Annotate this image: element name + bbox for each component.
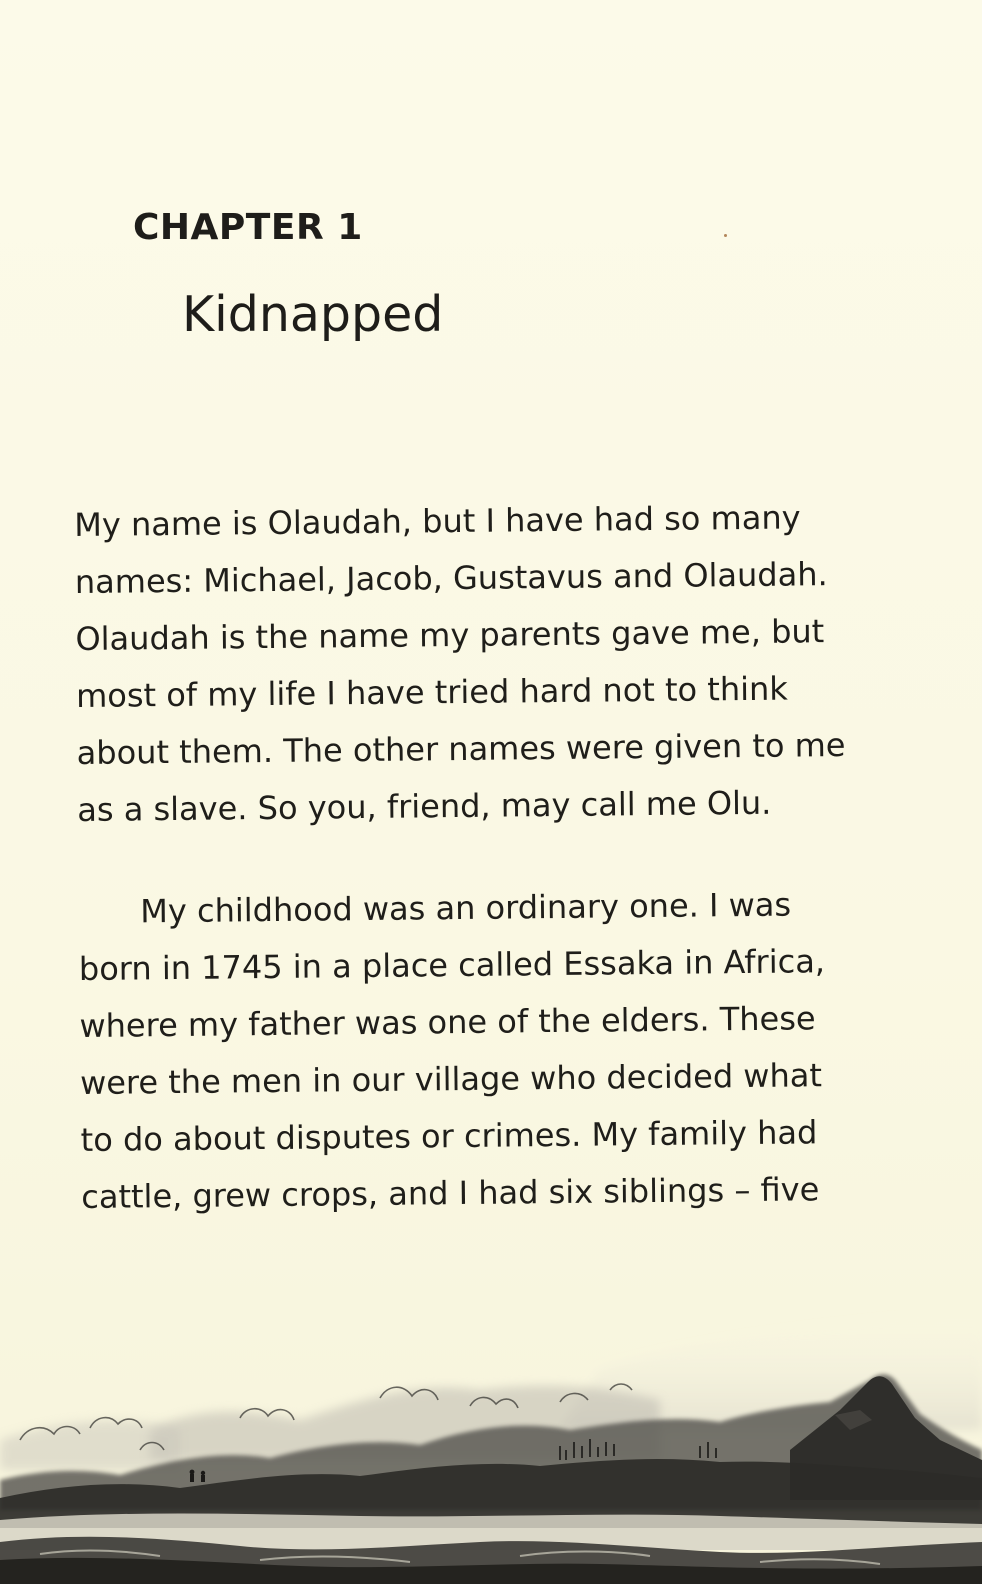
text-line: to do about disputes or crimes. My family had — [80, 1113, 818, 1159]
chapter-label: CHAPTER 1 — [133, 207, 363, 248]
text-line: My name is Olaudah, but I have had so many — [74, 498, 801, 544]
text-line: about them. The other names were given to me — [76, 725, 846, 772]
text-line: born in 1745 in a place called Essaka in Africa, — [78, 942, 826, 988]
text-line: most of my life I have tried hard not to think — [75, 669, 789, 715]
text-line: where my father was one of the elders. These — [79, 999, 816, 1045]
text-line: names: Michael, Jacob, Gustavus and Olaudah. — [74, 555, 828, 601]
paragraph-2 — [78, 875, 962, 1226]
text-line: Olaudah is the name my parents gave me, but — [75, 612, 825, 658]
paper-speck — [724, 234, 727, 237]
ink-landscape-illustration — [0, 1310, 982, 1584]
text-line: were the men in our village who decided what — [79, 1056, 823, 1102]
text-line: cattle, grew crops, and I had six siblings – five — [81, 1170, 820, 1216]
text-line: My childhood was an ordinary one. I was — [140, 885, 792, 931]
text-line: as a slave. So you, friend, may call me Olu. — [77, 783, 772, 829]
chapter-title: Kidnapped — [182, 286, 444, 343]
paragraph-1 — [74, 488, 958, 839]
